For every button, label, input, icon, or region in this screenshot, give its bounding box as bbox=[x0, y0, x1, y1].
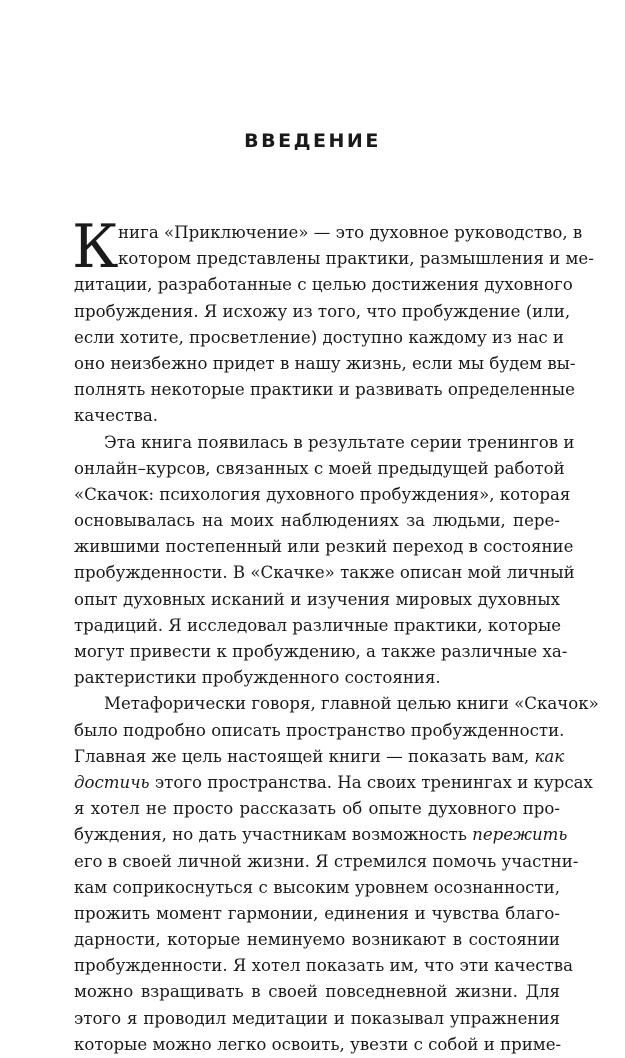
paragraph-2 bbox=[74, 430, 575, 692]
text-line: основывалась на моих наблюдениях за людьми, пере- bbox=[74, 511, 560, 531]
text-line: опыт духовных исканий и изучения мировых духовных bbox=[74, 589, 560, 609]
chapter-body bbox=[72, 212, 599, 1058]
drop-cap: К bbox=[72, 212, 119, 282]
text-line: можно взращивать в своей повседневной жизни. Для bbox=[74, 982, 560, 1002]
text-line: рактеристики пробужденного состояния. bbox=[74, 668, 441, 688]
text-line: качества. bbox=[74, 406, 159, 426]
text-line: этого я проводил медитации и показывал упражнения bbox=[74, 1008, 560, 1028]
text-line: если хотите, просветление) доступно каждому из нас и bbox=[74, 327, 564, 347]
text-line: было подробно описать пространство пробужденности. bbox=[74, 720, 565, 740]
text-line: оно неизбежно придет в нашу жизнь, если мы будем вы- bbox=[74, 353, 576, 373]
text-line bbox=[74, 822, 568, 848]
text-line: пробуждения. Я исхожу из того, что пробуждение (или, bbox=[74, 301, 571, 321]
chapter-title: ВВЕДЕНИЕ bbox=[244, 130, 381, 152]
text-line bbox=[74, 770, 593, 796]
text-line: котором представлены практики, размышления и ме- bbox=[118, 249, 594, 269]
text-line: пробужденности. Я хотел показать им, что эти качества bbox=[74, 956, 574, 976]
text-line bbox=[74, 744, 565, 770]
text-run: Главная же цель настоящей книги — показать вам, bbox=[74, 746, 530, 766]
text-line: жившими постепенный или резкий переход в состояние bbox=[74, 537, 574, 557]
text-line: я хотел не просто рассказать об опыте духовного про- bbox=[74, 799, 560, 819]
text-line: нига «Приключение» — это духовное руководство, в bbox=[118, 223, 583, 242]
text-run: буждения, но дать участникам возможность bbox=[74, 825, 467, 845]
text-line: могут привести к пробуждению, а также различные ха- bbox=[74, 642, 568, 661]
text-line: полнять некоторые практики и развивать определенные bbox=[74, 380, 575, 400]
text-line: Метафорически говоря, главной целью книги «Скачок» bbox=[104, 694, 599, 714]
text-line: онлайн–курсов, связанных с моей предыдущей работой bbox=[74, 458, 565, 478]
emphasis-text: как bbox=[534, 746, 565, 766]
text-line: прожить момент гармонии, единения и чувства благо- bbox=[74, 903, 560, 923]
text-line: «Скачок: психология духовного пробуждения», которая bbox=[74, 484, 571, 504]
text-line: его в своей личной жизни. Я стремился помочь участни- bbox=[74, 851, 579, 871]
emphasis-text: достичь bbox=[74, 772, 150, 792]
text-run: этого пространства. На своих тренингах и курсах bbox=[154, 772, 593, 792]
text-line: Эта книга появилась в результате серии тренингов и bbox=[104, 432, 575, 452]
paragraph-1 bbox=[72, 212, 594, 430]
paragraph-3 bbox=[74, 691, 599, 1058]
text-line: дитации, разработанные с целью достижения духовного bbox=[74, 275, 573, 295]
text-line: которые можно легко освоить, увезти с собой и приме- bbox=[74, 1034, 562, 1054]
text-line: пробужденности. В «Скачке» также описан мой личный bbox=[74, 563, 575, 583]
text-line: традиций. Я исследовал различные практики, которые bbox=[74, 615, 562, 635]
emphasis-text: пережить bbox=[472, 825, 568, 845]
text-line: кам соприкоснуться с высоким уровнем осознанности, bbox=[74, 877, 560, 897]
text-line: дарности, которые неминуемо возникают в состоянии bbox=[74, 930, 560, 950]
